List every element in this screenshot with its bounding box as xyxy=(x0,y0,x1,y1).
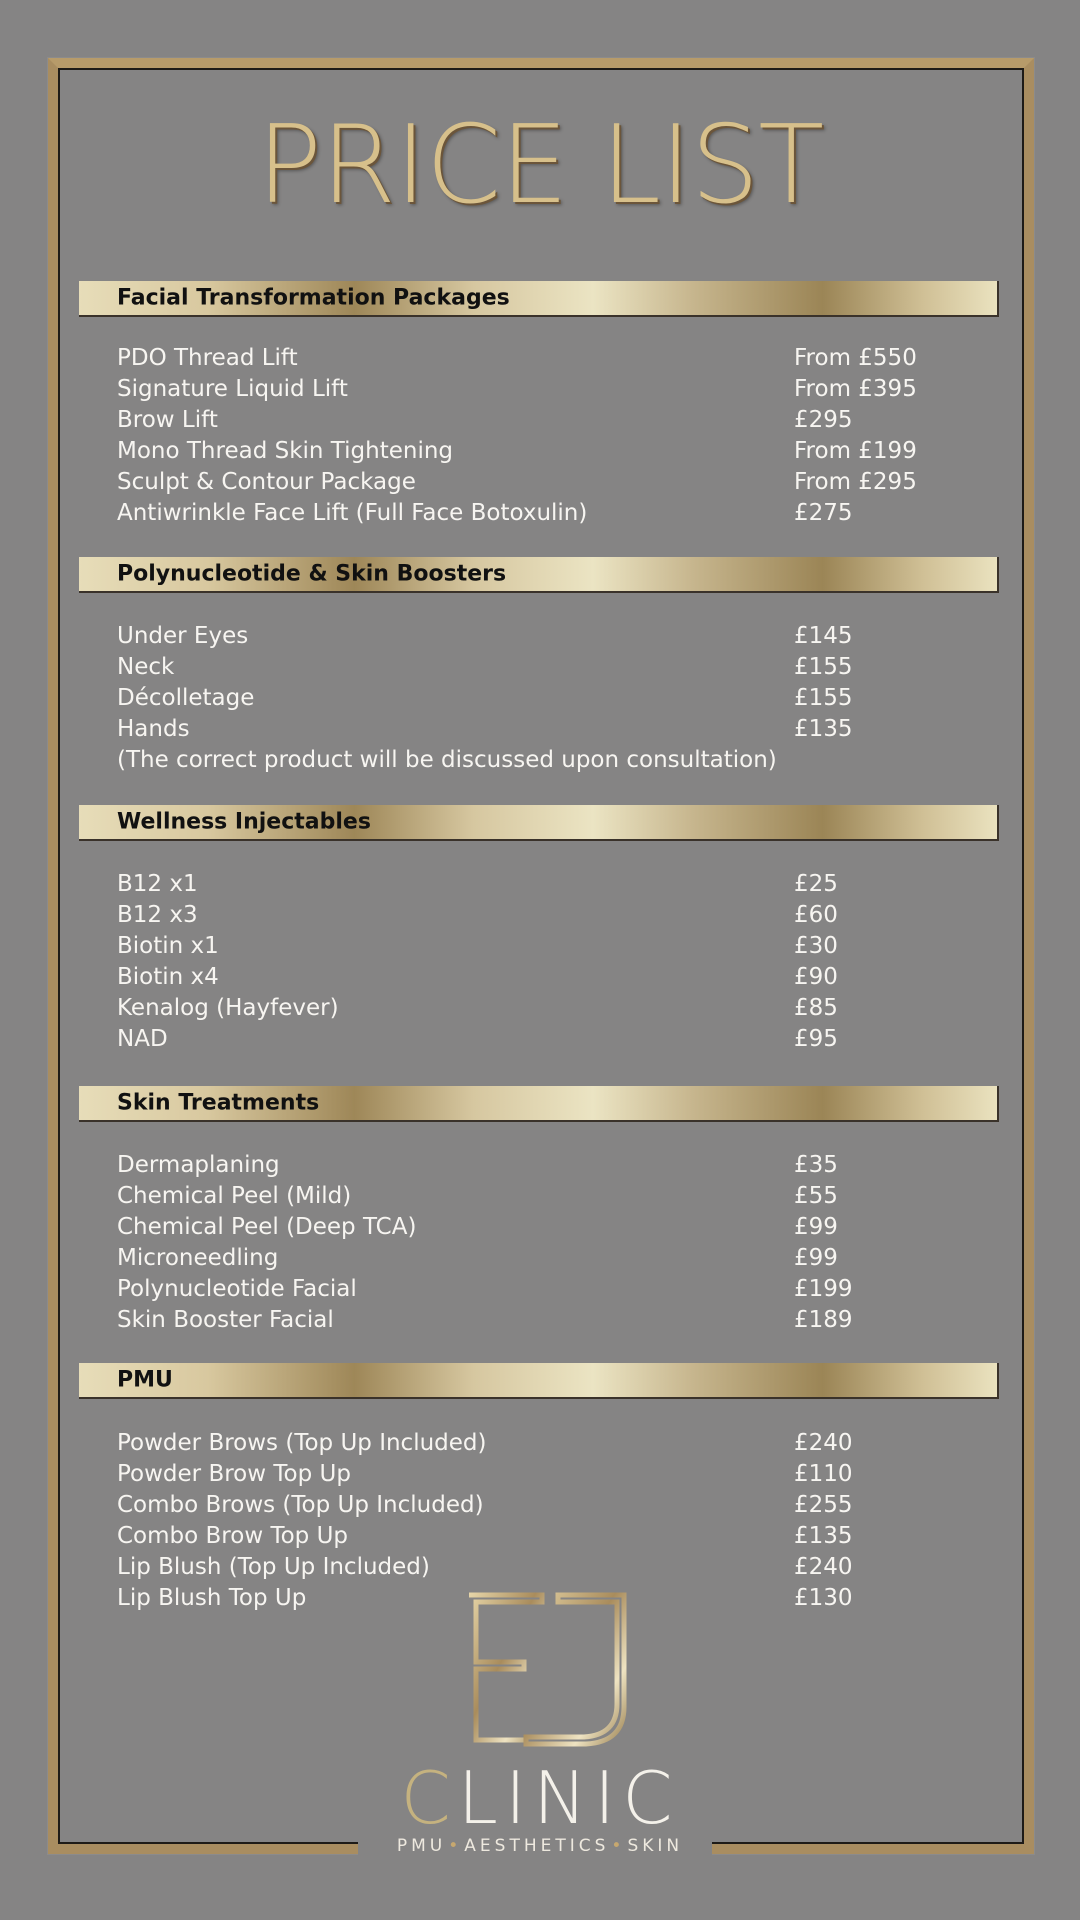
wordmark-rest: LINIC xyxy=(457,1756,680,1840)
item-price: £25 xyxy=(794,871,838,897)
item-price: £240 xyxy=(794,1554,853,1580)
item-price: £145 xyxy=(794,623,853,649)
item-price: £90 xyxy=(794,964,838,990)
item-name: Powder Brow Top Up xyxy=(117,1461,351,1487)
item-price: £30 xyxy=(794,933,838,959)
item-name: Mono Thread Skin Tightening xyxy=(117,438,454,464)
item-name: (The correct product will be discussed upon consultation) xyxy=(117,747,777,773)
item-price: From £550 xyxy=(794,345,917,371)
item-name: Under Eyes xyxy=(117,623,249,649)
list-item xyxy=(117,1274,947,1305)
item-name: Hands xyxy=(117,716,190,742)
list-item xyxy=(117,1181,947,1212)
item-price: From £395 xyxy=(794,376,917,402)
tagline-skin: SKIN xyxy=(627,1836,684,1856)
list-item xyxy=(117,993,947,1024)
list-item xyxy=(117,1150,947,1181)
list-item xyxy=(117,652,947,683)
price-list-skin-treatments xyxy=(117,1150,947,1336)
ej-monogram-logo xyxy=(466,1592,628,1750)
item-price: £199 xyxy=(794,1276,853,1302)
item-name: Dermaplaning xyxy=(117,1152,280,1178)
item-price: £99 xyxy=(794,1245,838,1271)
list-item xyxy=(117,1212,947,1243)
item-price: £60 xyxy=(794,902,838,928)
item-price: £99 xyxy=(794,1214,838,1240)
dot-separator-icon: • xyxy=(448,1836,463,1856)
section-title: Facial Transformation Packages xyxy=(117,285,510,311)
section-header-wellness xyxy=(79,805,999,841)
monogram-j-stroke xyxy=(526,1595,624,1744)
item-name: Kenalog (Hayfever) xyxy=(117,995,339,1021)
item-price: £85 xyxy=(794,995,838,1021)
price-list-facial xyxy=(117,343,947,529)
list-item xyxy=(117,683,947,714)
list-item xyxy=(117,405,947,436)
item-price: £295 xyxy=(794,407,853,433)
price-list-polynucleotide xyxy=(117,621,947,776)
section-header-skin-treatments xyxy=(79,1086,999,1122)
list-item xyxy=(117,962,947,993)
section-header-polynucleotide xyxy=(79,557,999,593)
item-name: Chemical Peel (Deep TCA) xyxy=(117,1214,417,1240)
wordmark-first-letter: C xyxy=(400,1756,458,1840)
item-price: £155 xyxy=(794,654,853,680)
list-item xyxy=(117,869,947,900)
list-item xyxy=(117,1459,947,1490)
section-header-pmu xyxy=(79,1363,999,1399)
item-name: Biotin x4 xyxy=(117,964,219,990)
item-price: £35 xyxy=(794,1152,838,1178)
list-item xyxy=(117,1305,947,1336)
item-name: Neck xyxy=(117,654,175,680)
item-name: Sculpt & Contour Package xyxy=(117,469,416,495)
item-price: £55 xyxy=(794,1183,838,1209)
list-item xyxy=(117,1243,947,1274)
list-item xyxy=(117,1521,947,1552)
item-name: Powder Brows (Top Up Included) xyxy=(117,1430,487,1456)
item-price: From £295 xyxy=(794,469,917,495)
list-item xyxy=(117,714,947,745)
item-name: Signature Liquid Lift xyxy=(117,376,348,402)
item-name: Chemical Peel (Mild) xyxy=(117,1183,352,1209)
list-item xyxy=(117,1428,947,1459)
list-item xyxy=(117,1024,947,1055)
item-name: Combo Brows (Top Up Included) xyxy=(117,1492,484,1518)
section-title: Skin Treatments xyxy=(117,1090,320,1116)
section-header-facial xyxy=(79,281,999,317)
item-price: £110 xyxy=(794,1461,853,1487)
item-name: Biotin x1 xyxy=(117,933,219,959)
tagline-aesthetics: AESTHETICS xyxy=(464,1836,610,1856)
item-name: Lip Blush (Top Up Included) xyxy=(117,1554,430,1580)
section-title: Polynucleotide & Skin Boosters xyxy=(117,561,507,587)
item-name: Microneedling xyxy=(117,1245,279,1271)
item-name: B12 x1 xyxy=(117,871,198,897)
item-price: From £199 xyxy=(794,438,917,464)
item-name: B12 x3 xyxy=(117,902,198,928)
item-price: £255 xyxy=(794,1492,853,1518)
section-title: Wellness Injectables xyxy=(117,809,371,835)
item-price: £240 xyxy=(794,1430,853,1456)
list-item xyxy=(117,900,947,931)
price-list-pmu xyxy=(117,1428,947,1614)
item-name: Décolletage xyxy=(117,685,255,711)
list-item xyxy=(117,498,947,529)
item-price: £95 xyxy=(794,1026,838,1052)
list-item xyxy=(117,343,947,374)
item-name: Polynucleotide Facial xyxy=(117,1276,357,1302)
item-name: PDO Thread Lift xyxy=(117,345,298,371)
list-item xyxy=(117,1490,947,1521)
item-price: £275 xyxy=(794,500,853,526)
monogram-e-stroke xyxy=(469,1595,542,1740)
item-name: Skin Booster Facial xyxy=(117,1307,334,1333)
item-price: £155 xyxy=(794,685,853,711)
price-list-wellness xyxy=(117,869,947,1055)
list-item xyxy=(117,467,947,498)
list-item xyxy=(117,931,947,962)
clinic-wordmark xyxy=(0,1756,1080,1840)
list-item xyxy=(117,621,947,652)
item-price: £135 xyxy=(794,716,853,742)
item-name: NAD xyxy=(117,1026,168,1052)
item-name: Combo Brow Top Up xyxy=(117,1523,348,1549)
item-name: Brow Lift xyxy=(117,407,218,433)
tagline-pmu: PMU xyxy=(396,1836,447,1856)
dot-separator-icon: • xyxy=(611,1836,626,1856)
item-price: £189 xyxy=(794,1307,853,1333)
item-name: Lip Blush Top Up xyxy=(117,1585,307,1611)
list-item-note xyxy=(117,745,947,776)
item-name: Antiwrinkle Face Lift (Full Face Botoxulin) xyxy=(117,500,588,526)
list-item xyxy=(117,1552,947,1583)
clinic-tagline xyxy=(0,1838,1080,1855)
page-title: PRICE LIST xyxy=(256,103,824,228)
list-item xyxy=(117,436,947,467)
item-price: £130 xyxy=(794,1585,853,1611)
list-item xyxy=(117,374,947,405)
section-title: PMU xyxy=(117,1367,173,1393)
item-price: £135 xyxy=(794,1523,853,1549)
